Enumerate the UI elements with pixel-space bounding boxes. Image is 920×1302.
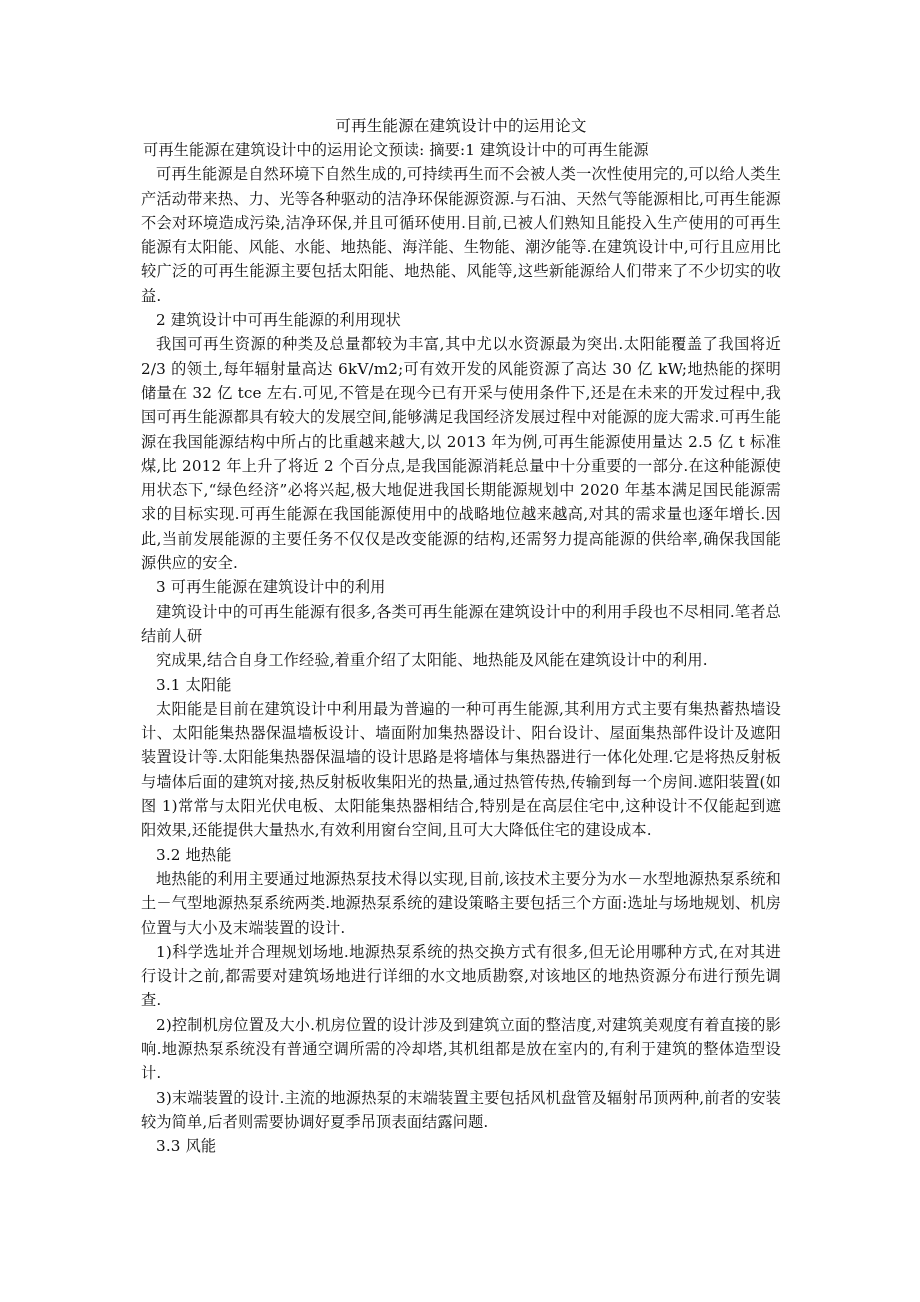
paragraph-1: 可再生能源是自然环境下自然生成的,可持续再生而不会被人类一次性使用完的,可以给人类生产活动带来热、力、光等各种驱动的洁净环保能源资源.与石油、天然气等能源相比,可再生能源不会对环境造成污染,洁净环保,并且可循环使用.目前,已被人们熟知且能投入生产使用的可再生能源有太阳能、风能、水能、地热能、海洋能、生物能、潮汐能等.在建筑设计中,可行且应用比较广泛的可再生能源主要包括太阳能、地热能、风能等,这些新能源给人们带来了不少切实的收益. — [141, 165, 781, 305]
paragraph-9: 3)末端装置的设计.主流的地源热泵的末端装置主要包括风机盘管及辐射吊顶两种,前者的安装较为简单,后者则需要协调好夏季吊顶表面结露问题. — [141, 1088, 781, 1131]
paragraph-2: 我国可再生资源的种类及总量都较为丰富,其中尤以水资源最为突出.太阳能覆盖了我国将近 2/3 的领土,每年辐射量高达 6kV/m2;可有效开发的风能资源了高达 30 亿 kW;地热能的探明储量在 32 亿 tce 左右.可见,不管是在现今已有开采与使用条件下,还是在未来的开发过程中,我国可再生能源都具有较大的发展空间,能够满足我国经济发展过程中对能源的庞大需求.可再生能源在我国能源结构中所占的比重越来越大,以 2013 年为例,可再生能源使用量达 2.5 亿 t 标准煤,比 2012 年上升了将近 2 个百分点,是我国能源消耗总量中十分重要的一部分.在这种能源使用状态下,“绿色经济”必将兴起,极大地促进我国长期能源规划中 2020 年基本满足国民能源需求的目标实现.可再生能源在我国能源使用中的战略地位越来越高,对其的需求量也逐年增长.因此,当前发展能源的主要任务不仅仅是改变能源的结构,还需努力提高能源的供给率,确保我国能源供应的安全. — [141, 335, 781, 573]
section-heading-3: 3 可再生能源在建筑设计中的利用 — [156, 578, 386, 597]
document-page — [141, 114, 781, 1158]
paragraph-5: 太阳能是目前在建筑设计中利用最为普遍的一种可再生能源,其利用方式主要有集热蓄热墙设计、太阳能集热器保温墙板设计、墙面附加集热器设计、阳台设计、屋面集热部件设计及遮阳装置设计等.太阳能集热器保温墙的设计思路是将墙体与集热器进行一体化处理.它是将热反射板与墙体后面的建筑对接,热反射板收集阳光的热量,通过热管传热,传输到每一个房间.遮阳装置(如图 1)常常与太阳光伏电板、太阳能集热器相结合,特别是在高层住宅中,这种设计不仅能起到遮阳效果,还能提供大量热水,有效利用窗台空间,且可大大降低住宅的建设成本. — [141, 699, 781, 840]
section-heading-3-1: 3.1 太阳能 — [156, 675, 232, 694]
section-heading-3-3: 3.3 风能 — [156, 1137, 217, 1156]
paragraph-6: 地热能的利用主要通过地源热泵技术得以实现,目前,该技术主要分为水－水型地源热泵系统和土－气型地源热泵系统两类.地源热泵系统的建设策略主要包括三个方面:选址与场地规划、机房位置与大小及末端装置的设计. — [141, 869, 781, 937]
paragraph-7: 1)科学选址并合理规划场地.地源热泵系统的热交换方式有很多,但无论用哪种方式,在对其进行设计之前,都需要对建筑场地进行详细的水文地质勘察,对该地区的地热资源分布进行预先调查. — [141, 942, 781, 1010]
document-title: 可再生能源在建筑设计中的运用论文 — [335, 117, 587, 135]
preview-line: 可再生能源在建筑设计中的运用论文预读: 摘要:1 建筑设计中的可再生能源 — [143, 141, 649, 159]
paragraph-4: 究成果,结合自身工作经验,着重介绍了太阳能、地热能及风能在建筑设计中的利用. — [156, 651, 708, 670]
section-heading-2: 2 建筑设计中可再生能源的利用现状 — [156, 311, 401, 330]
paragraph-8: 2)控制机房位置及大小.机房位置的设计涉及到建筑立面的整洁度,对建筑美观度有着直接的影响.地源热泵系统没有普通空调所需的冷却塔,其机组都是放在室内的,有利于建筑的整体造型设计. — [141, 1015, 781, 1083]
section-heading-3-2: 3.2 地热能 — [156, 845, 232, 864]
paragraph-3: 建筑设计中的可再生能源有很多,各类可再生能源在建筑设计中的利用手段也不尽相同.笔者总结前人研 — [141, 602, 781, 645]
